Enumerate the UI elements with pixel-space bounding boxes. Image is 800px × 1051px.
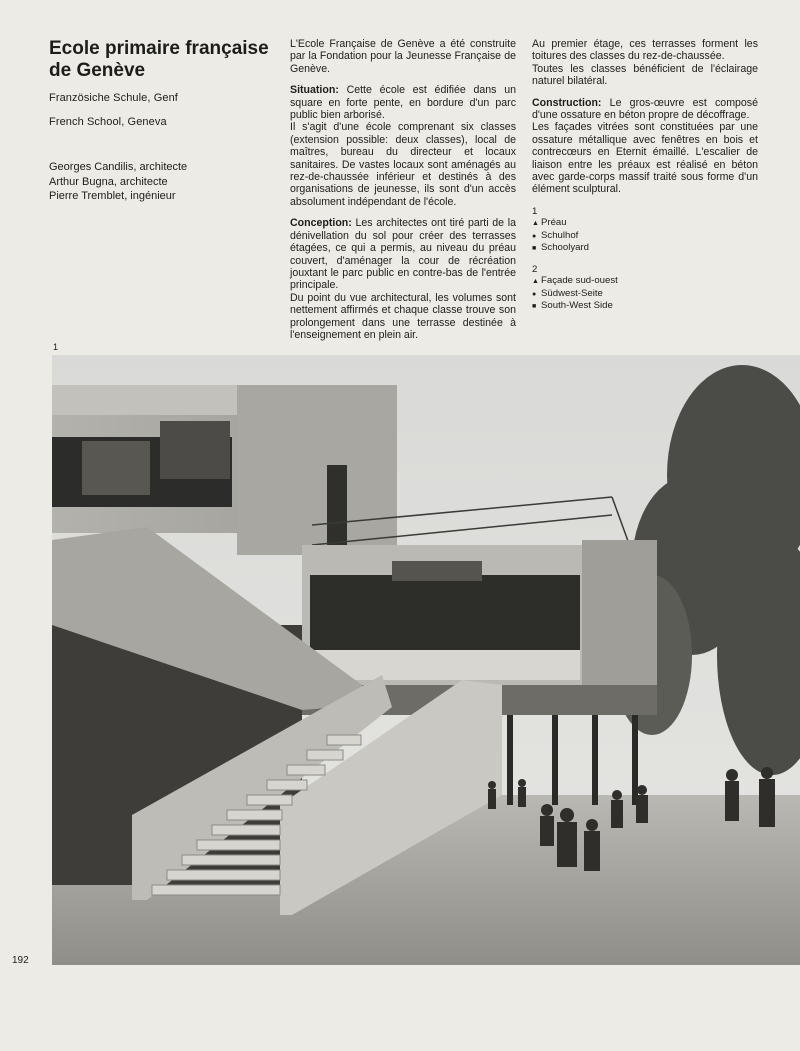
legend-item-fr — [532, 275, 758, 288]
legend-text: Südwest-Seite — [541, 287, 603, 299]
upper-block — [52, 385, 397, 555]
situation-paragraph — [290, 84, 516, 121]
legend-item-en — [532, 242, 758, 255]
construction-paragraph — [532, 97, 758, 122]
legend-text: Façade sud-ouest — [541, 275, 618, 287]
conception-paragraph — [290, 217, 516, 291]
situation-text: Cette école est édifiée dans un square en forte pente, en bordure d'un parc public bien arborisé. — [290, 84, 516, 122]
floor-paragraph: Au premier étage, ces terrasses forment les toitures des classes du rez-de-chaussée. — [532, 38, 758, 63]
triangle-icon: ▲ — [532, 278, 539, 286]
subtitle-english: French School, Geneva — [49, 116, 167, 128]
figure-number: 1 — [53, 342, 59, 352]
text-column-2 — [290, 38, 516, 350]
title-line-2: de Genève — [49, 60, 146, 81]
facade-paragraph: Les façades vitrées sont constituées par une ossature métallique avec fenêtres en bois et contrecœurs en Eternit émaillé. L'escalier de liaison entre les préaux est réalisé en béton avec garde-corps massif traité sous forme d'un élément sculptural. — [532, 121, 758, 196]
legend-text: Schoolyard — [541, 242, 589, 254]
program-paragraph: Il s'agit d'une école comprenant six classes (extension possible: deux classes), local de maîtres, bureau du directeur et locaux sanitaires. De vastes locaux sont aménagés au rez-de-chaussée inférieur et destinés à des organisations de jeunesse, ils sont d'un accès absolument indépendant de l'école. — [290, 121, 516, 208]
credit-engineer: Pierre Tremblet, ingénieur — [49, 190, 176, 202]
volumes-paragraph: Du point du vue architectural, les volumes sont nettement affirmés et chaque classe trouve son prolongement dans une terrasse destinée à l'enseignement en plein air. — [290, 291, 516, 341]
page-number: 192 — [12, 955, 29, 966]
legend-number: 1 — [532, 205, 538, 217]
square-icon: ■ — [532, 303, 537, 311]
legend-text: South-West Side — [541, 300, 613, 312]
construction-label: Construction: — [532, 96, 602, 109]
subtitle-german: Französiche Schule, Genf — [49, 92, 178, 104]
legend-text: Schulhof — [541, 229, 579, 241]
school-photograph — [52, 355, 800, 965]
text-column-3 — [532, 38, 758, 313]
title-line-1: Ecole primaire française — [49, 38, 269, 59]
legend-item-de — [532, 230, 758, 243]
page-title — [49, 38, 289, 82]
legend-item-en — [532, 300, 758, 313]
legend-item-de — [532, 288, 758, 301]
circle-icon: ● — [532, 290, 537, 298]
legend-item-fr — [532, 217, 758, 230]
conception-text: Les architectes ont tiré parti de la dénivellation du sol pour créer des terrasses étagées, ce qui a permis, au niveau du préau couvert, d'aménager la cour de récréation jouxtant le parc public en contre-bas de l'entrée principale. — [290, 217, 516, 292]
legend-text: Préau — [541, 217, 567, 229]
credit-architect-1: Georges Candilis, architecte — [49, 161, 188, 173]
legend-group-2 — [532, 264, 758, 313]
construction-text: Le gros-œuvre est composé d'une ossature en béton propre de décoffrage. — [532, 96, 758, 122]
square-icon: ■ — [532, 245, 537, 253]
legend-group-1 — [532, 206, 758, 255]
credit-architect-2: Arthur Bugna, architecte — [49, 175, 168, 188]
credits — [49, 160, 187, 204]
figure-legend — [532, 206, 758, 313]
situation-label: Situation: — [290, 84, 339, 97]
conception-label: Conception: — [290, 217, 352, 230]
legend-number: 2 — [532, 263, 538, 275]
light-paragraph: Toutes les classes bénéficient de l'éclairage naturel bilatéral. — [532, 62, 758, 88]
intro-paragraph: L'Ecole Française de Genève a été construite par la Fondation pour la Jeunesse Française de Genève. — [290, 38, 516, 75]
triangle-icon: ▲ — [532, 220, 539, 228]
circle-icon: ● — [532, 232, 537, 240]
